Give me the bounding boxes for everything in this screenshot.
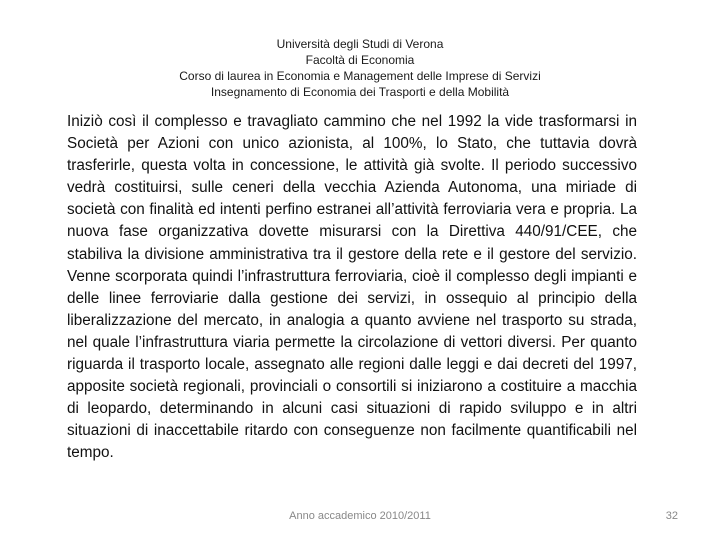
academic-year-footer: Anno accademico 2010/2011: [289, 510, 431, 522]
slide-body: [67, 111, 637, 465]
slide-number: 32: [665, 510, 678, 522]
course-teaching: Insegnamento di Economia dei Trasporti e della Mobilità: [210, 85, 510, 99]
degree-course: Corso di laurea in Economia e Management delle Imprese di Servizi: [179, 69, 541, 83]
university-name: Università degli Studi di Verona: [276, 37, 444, 51]
body-paragraph: Iniziò così il complesso e travagliato cammino che nel 1992 la vide trasformarsi in Società per Azioni con unico azionista, al 100%, lo Stato, che tuttavia dovrà trasferirle, questa volta in concessione, le attività già svolte. Il periodo successivo vedrà costituirsi, sulle ceneri della vecchia Azienda Autonoma, una miriade di società con finalità ed intenti perfino estranei all’attività ferroviaria vera e propria. La nuova fase organizzativa dovette misurarsi con la Direttiva 440/91/CEE, che stabiliva la divisione amministrativa tra il gestore della rete e il gestore del servizio. Venne scorporata quindi l’infrastruttura ferroviaria, cioè il complesso degli impianti e delle linee ferroviarie dalla gestione dei servizi, in ossequio al principio della liberalizzazione del mercato, in analogia a quanto avviene nel trasporto su strada, nel quale l’infrastruttura viaria permette la circolazione di vettori diversi. Per quanto riguarda il trasporto locale, assegnato alle regioni dalle leggi e dai decreti del 1997, apposite società regionali, provinciali o consortili si iniziarono a costituire a macchia di leopardo, determinando in alcuni casi situazioni di rapido sviluppo e in altri situazioni di inaccettabile ritardo con conseguenze non facilmente quantificabili nel tempo.: [67, 113, 637, 462]
faculty-name: Facoltà di Economia: [305, 53, 415, 67]
slide-header: [0, 36, 720, 100]
